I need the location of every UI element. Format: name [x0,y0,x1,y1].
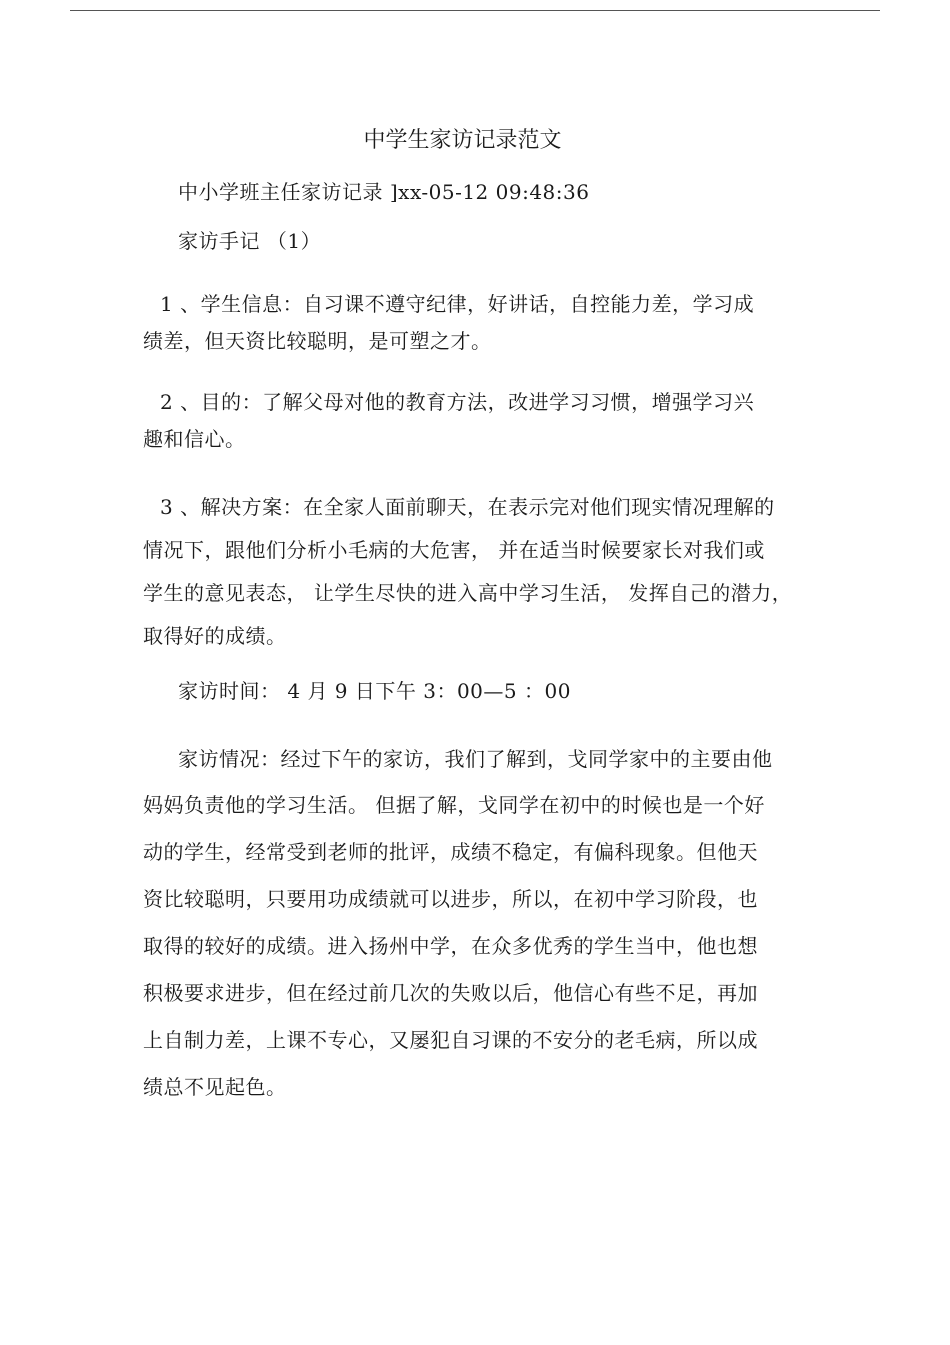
header-rule [70,10,880,11]
situation-line2: 妈妈负责他的学习生活。 但据了解，戈同学在初中的时候也是一个好 [143,793,765,817]
situation-line8: 绩总不见起色。 [143,1075,287,1099]
situation-line7: 上自制力差，上课不专心，又屡犯自习课的不安分的老毛病，所以成 [143,1028,758,1052]
item1-line2: 绩差，但天资比较聪明，是可塑之才。 [143,329,492,353]
item2-line1: 2 、目的：了解父母对他的教育方法，改进学习习惯，增强学习兴 [160,390,755,414]
item3-line1: 3 、解决方案：在全家人面前聊天，在表示完对他们现实情况理解的 [160,495,775,519]
situation-line6: 积极要求进步，但在经过前几次的失败以后，他信心有些不足，再加 [143,981,758,1005]
section-heading: 家访手记 （1） [178,229,322,253]
item3-line4: 取得好的成绩。 [143,624,287,648]
situation-line1: 家访情况：经过下午的家访，我们了解到，戈同学家中的主要由他 [178,747,773,771]
item3-line3: 学生的意见表态， 让学生尽快的进入高中学习生活， 发挥自己的潜力， [143,581,793,605]
situation-line5: 取得的较好的成绩。进入扬州中学，在众多优秀的学生当中，他也想 [143,934,758,958]
item3-line2: 情况下，跟他们分析小毛病的大危害， 并在适当时候要家长对我们或 [143,538,765,562]
visit-time: 家访时间： 4 月 9 日下午 3：00—5 ：00 [178,679,571,703]
situation-line4: 资比较聪明，只要用功成绩就可以进步，所以，在初中学习阶段，也 [143,887,758,911]
situation-line3: 动的学生，经常受到老师的批评，成绩不稳定，有偏科现象。但他天 [143,840,758,864]
item1-line1: 1 、学生信息：自习课不遵守纪律，好讲话，自控能力差，学习成 [160,292,755,316]
item2-line2: 趣和信心。 [143,427,246,451]
document-title: 中学生家访记录范文 [363,128,562,153]
document-subtitle: 中小学班主任家访记录 ]xx-05-12 09:48:36 [178,180,590,204]
